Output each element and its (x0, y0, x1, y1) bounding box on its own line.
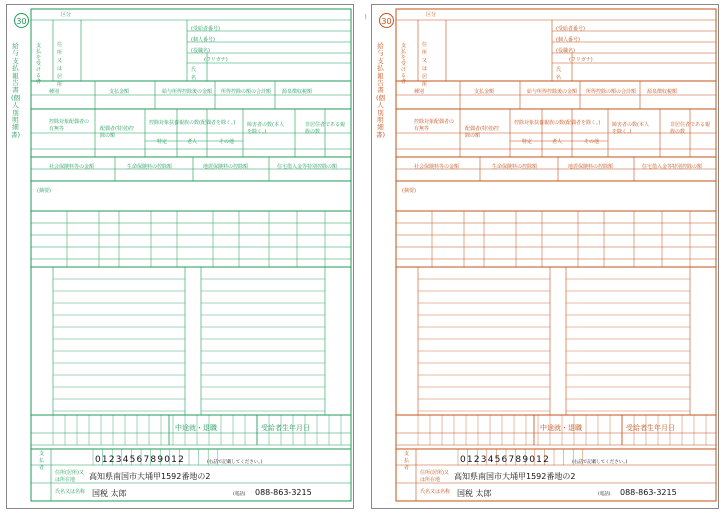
spouse-status-header: 控除対象配偶者の有無等 (414, 119, 455, 132)
form-number-badge: 30 (379, 13, 394, 28)
form-number-badge: 30 (14, 13, 29, 28)
payer-address-label: 住所(居所)又は所在地 (420, 470, 449, 483)
dependents-specific-header: 特定 (522, 139, 533, 145)
recipient-birthdate-label: 受給者生年月日 (626, 424, 675, 432)
earthquake-insurance-header: 地震保険料の控除額 (203, 164, 249, 170)
address-label: 住所又は居所 (422, 42, 428, 88)
payee-label: 支払を受ける者 (36, 43, 42, 85)
phone-label: (電話) (233, 492, 246, 497)
dependents-specific-header: 特定 (157, 139, 168, 145)
spouse-deduction-header: 配偶者(特別)控除の額 (465, 126, 499, 139)
mid-year-change-label: 中途就・退職 (540, 424, 582, 432)
name-label: 氏名 (556, 67, 562, 81)
form-title-vertical: 給与支払報告書(個人別明細書) (11, 42, 21, 139)
form-sheet-green (6, 4, 354, 509)
disabled-count-header: 障害者の数(本人を除く。) (247, 122, 284, 135)
recipient-number-label: (受給者番号) (191, 26, 220, 32)
nonresident-count-header: 非居住者である親族の数 (670, 122, 711, 135)
payer-address-value: 高知県南国市大埇甲1592番地の2 (454, 472, 576, 481)
dependents-count-header: 控除対象扶養親族の数(配偶者を除く。) (514, 120, 601, 126)
payer-my-number: 0123456789012 (95, 455, 186, 465)
income-type-header: 種別 (414, 89, 425, 95)
kubun-label: 区分 (426, 12, 437, 18)
life-insurance-header: 生命保険料の控除額 (127, 164, 173, 170)
page-separator-mark: | (365, 14, 367, 20)
dependents-elderly-header: 老人 (187, 139, 198, 145)
payer-name-value: 国税 太郎 (457, 489, 492, 498)
form-title-vertical: 給与支払報告書(個人別明細書) (376, 42, 386, 139)
kubun-label: 区分 (61, 12, 72, 18)
dependents-other-header: その他 (219, 139, 235, 145)
payer-label: 支払者 (39, 451, 45, 471)
address-label: 住所又は居所 (57, 42, 63, 88)
personal-number-label: (個人番号) (556, 37, 580, 43)
housing-loan-header: 住宅借入金等特別控除の額 (277, 164, 338, 170)
social-insurance-header: 社会保険料等の金額 (414, 164, 460, 170)
payer-my-number: 0123456789012 (460, 455, 551, 465)
payer-phone-value: 088-863-3215 (620, 488, 677, 497)
payer-address-value: 高知県南国市大埇甲1592番地の2 (89, 472, 211, 481)
dependents-elderly-header: 老人 (552, 139, 563, 145)
recipient-birthdate-label: 受給者生年月日 (261, 424, 310, 432)
right-align-note: (右詰で記載してください。) (207, 460, 263, 465)
salary-after-deduction-header: 給与所得控除後の金額 (527, 89, 578, 95)
payer-label: 支払者 (404, 451, 410, 471)
remarks-label: (摘要) (402, 188, 416, 194)
payment-amount-header: 支払金額 (109, 89, 130, 95)
disabled-count-header: 障害者の数(本人を除く。) (612, 122, 649, 135)
withholding-tax-header: 源泉徴収税額 (282, 89, 313, 95)
position-label: (役職名) (556, 48, 575, 54)
housing-loan-header: 住宅借入金等特別控除の額 (642, 164, 703, 170)
position-label: (役職名) (191, 48, 210, 54)
dependents-other-header: その他 (584, 139, 600, 145)
right-align-note: (右詰で記載してください。) (572, 460, 628, 465)
payment-amount-header: 支払金額 (474, 89, 495, 95)
mid-year-change-label: 中途就・退職 (175, 424, 217, 432)
income-type-header: 種別 (49, 89, 60, 95)
social-insurance-header: 社会保険料等の金額 (49, 164, 95, 170)
name-label: 氏名 (191, 67, 197, 81)
form-sheet-red (371, 4, 719, 509)
payee-label: 支払を受ける者 (401, 43, 407, 85)
payer-phone-value: 088-863-3215 (255, 488, 312, 497)
payer-address-label: 住所(居所)又は所在地 (55, 470, 84, 483)
personal-number-label: (個人番号) (191, 37, 215, 43)
recipient-number-label: (受給者番号) (556, 26, 585, 32)
spouse-status-header: 控除対象配偶者の有無等 (49, 119, 90, 132)
dependents-count-header: 控除対象扶養親族の数(配偶者を除く。) (149, 120, 236, 126)
spouse-deduction-header: 配偶者(特別)控除の額 (100, 126, 134, 139)
earthquake-insurance-header: 地震保険料の控除額 (568, 164, 614, 170)
payer-name-label: 氏名又は名称 (420, 489, 451, 495)
phone-label: (電話) (598, 492, 611, 497)
deduction-total-header: 所得控除の額の合計額 (586, 89, 637, 95)
furigana-label: (フリガナ) (204, 57, 228, 63)
withholding-tax-header: 源泉徴収税額 (647, 89, 678, 95)
payer-name-value: 国税 太郎 (92, 489, 127, 498)
furigana-label: (フリガナ) (569, 57, 593, 63)
remarks-label: (摘要) (37, 188, 51, 194)
salary-after-deduction-header: 給与所得控除後の金額 (162, 89, 213, 95)
nonresident-count-header: 非居住者である親族の数 (305, 122, 346, 135)
deduction-total-header: 所得控除の額の合計額 (221, 89, 272, 95)
payer-name-label: 氏名又は名称 (55, 489, 86, 495)
life-insurance-header: 生命保険料の控除額 (492, 164, 538, 170)
